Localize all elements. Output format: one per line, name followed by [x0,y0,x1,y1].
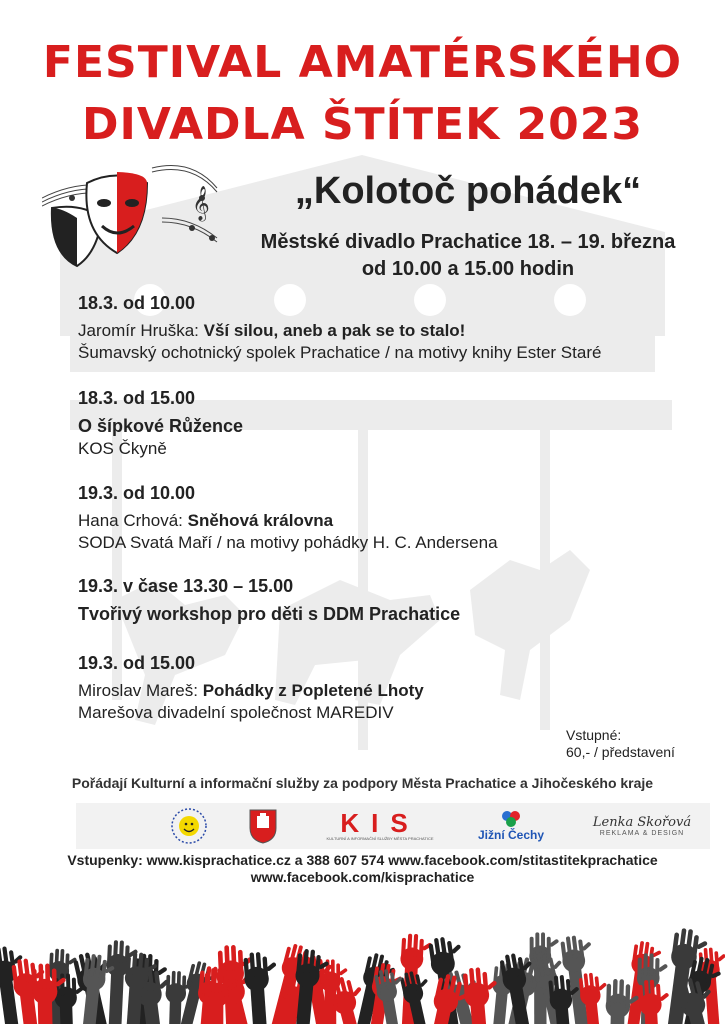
event-play: Sněhová královna [187,511,334,530]
jizni-cechy-logo [476,807,546,845]
festival-title-line2: DIVADLA ŠTÍTEK 2023 [82,99,643,150]
venue-info [218,229,718,283]
admission-price: 60,- / představení [566,744,675,760]
theatre-masks-icon [42,158,222,273]
event-play: Vší silou, aneb a pak se to stalo! [203,321,466,340]
event-play: O šípkové Růžence [78,416,244,436]
event-company: Marešova divadelní společnost MAREDIV [78,703,394,722]
event-title-line [78,680,424,702]
jizni-cechy-text: Jižní Čechy [477,828,545,842]
event-time: 18.3. od 15.00 [78,388,196,408]
admission-label: Vstupné: [566,727,622,743]
event-title-line [78,510,498,532]
sponsor-logos [76,803,710,849]
organizers-text: Pořádají Kulturní a informační služby za podpory Města Prachatice a Jihočeského kraje [71,775,654,791]
lenka-logo-subtitle: REKLAMA & DESIGN [599,830,685,837]
jizni-cechy-icon [500,810,522,828]
festival-subtitle: „Kolotoč pohádek“ [294,170,642,212]
kis-logo-text: KIS [340,808,420,838]
ticket-line1: Vstupenky: www.kisprachatice.cz a 388 607 574 www.facebook.com/stitastitekprachatice [67,852,658,868]
program-event [78,482,498,554]
sun-logo-icon [168,807,210,845]
program-event [78,652,424,724]
event-title-line [78,320,601,342]
venue-line1: Městské divadlo Prachatice 18. – 19. března [260,231,676,253]
prachatice-coat-of-arms-icon [244,807,282,845]
kis-logo [310,807,450,845]
lenka-skorova-logo [582,807,702,845]
admission-info [566,727,675,761]
festival-title-line1: FESTIVAL AMATÉRSKÉHO [42,37,683,88]
event-author: Jaromír Hruška: [78,321,204,340]
venue-line2: od 10.00 a 15.00 hodin [361,258,575,280]
program-event [78,387,243,460]
event-author: Hana Crhová: [78,511,188,530]
event-company: Šumavský ochotnický spolek Prachatice / na motivy knihy Ester Staré [78,343,602,362]
svg-text:𝄞: 𝄞 [192,186,210,221]
event-time: 19.3. v čase 13.30 – 15.00 [78,576,294,596]
event-title-line [78,415,243,438]
event-play: Tvořivý workshop pro děti s DDM Prachatice [78,604,461,624]
event-time: 19.3. od 10.00 [78,483,196,503]
event-company: KOS Čkyně [78,439,167,458]
program-event [78,575,460,626]
program-event [78,292,601,364]
event-author: Miroslav Mareš: [78,681,203,700]
raised-hands-illustration [0,880,725,1024]
kis-logo-subtitle: KULTURNÍ A INFORMAČNÍ SLUŽBY MĚSTA PRACHATICE [326,836,434,841]
event-time: 19.3. od 15.00 [78,653,196,673]
event-time: 18.3. od 10.00 [78,293,196,313]
event-title-line [78,603,460,626]
lenka-logo-name: Lenka Skořová [592,815,692,830]
ticket-line2: www.facebook.com/kisprachatice [250,869,475,885]
event-company: SODA Svatá Maří / na motivy pohádky H. C. Andersena [78,533,498,552]
event-play: Pohádky z Popletené Lhoty [202,681,424,700]
